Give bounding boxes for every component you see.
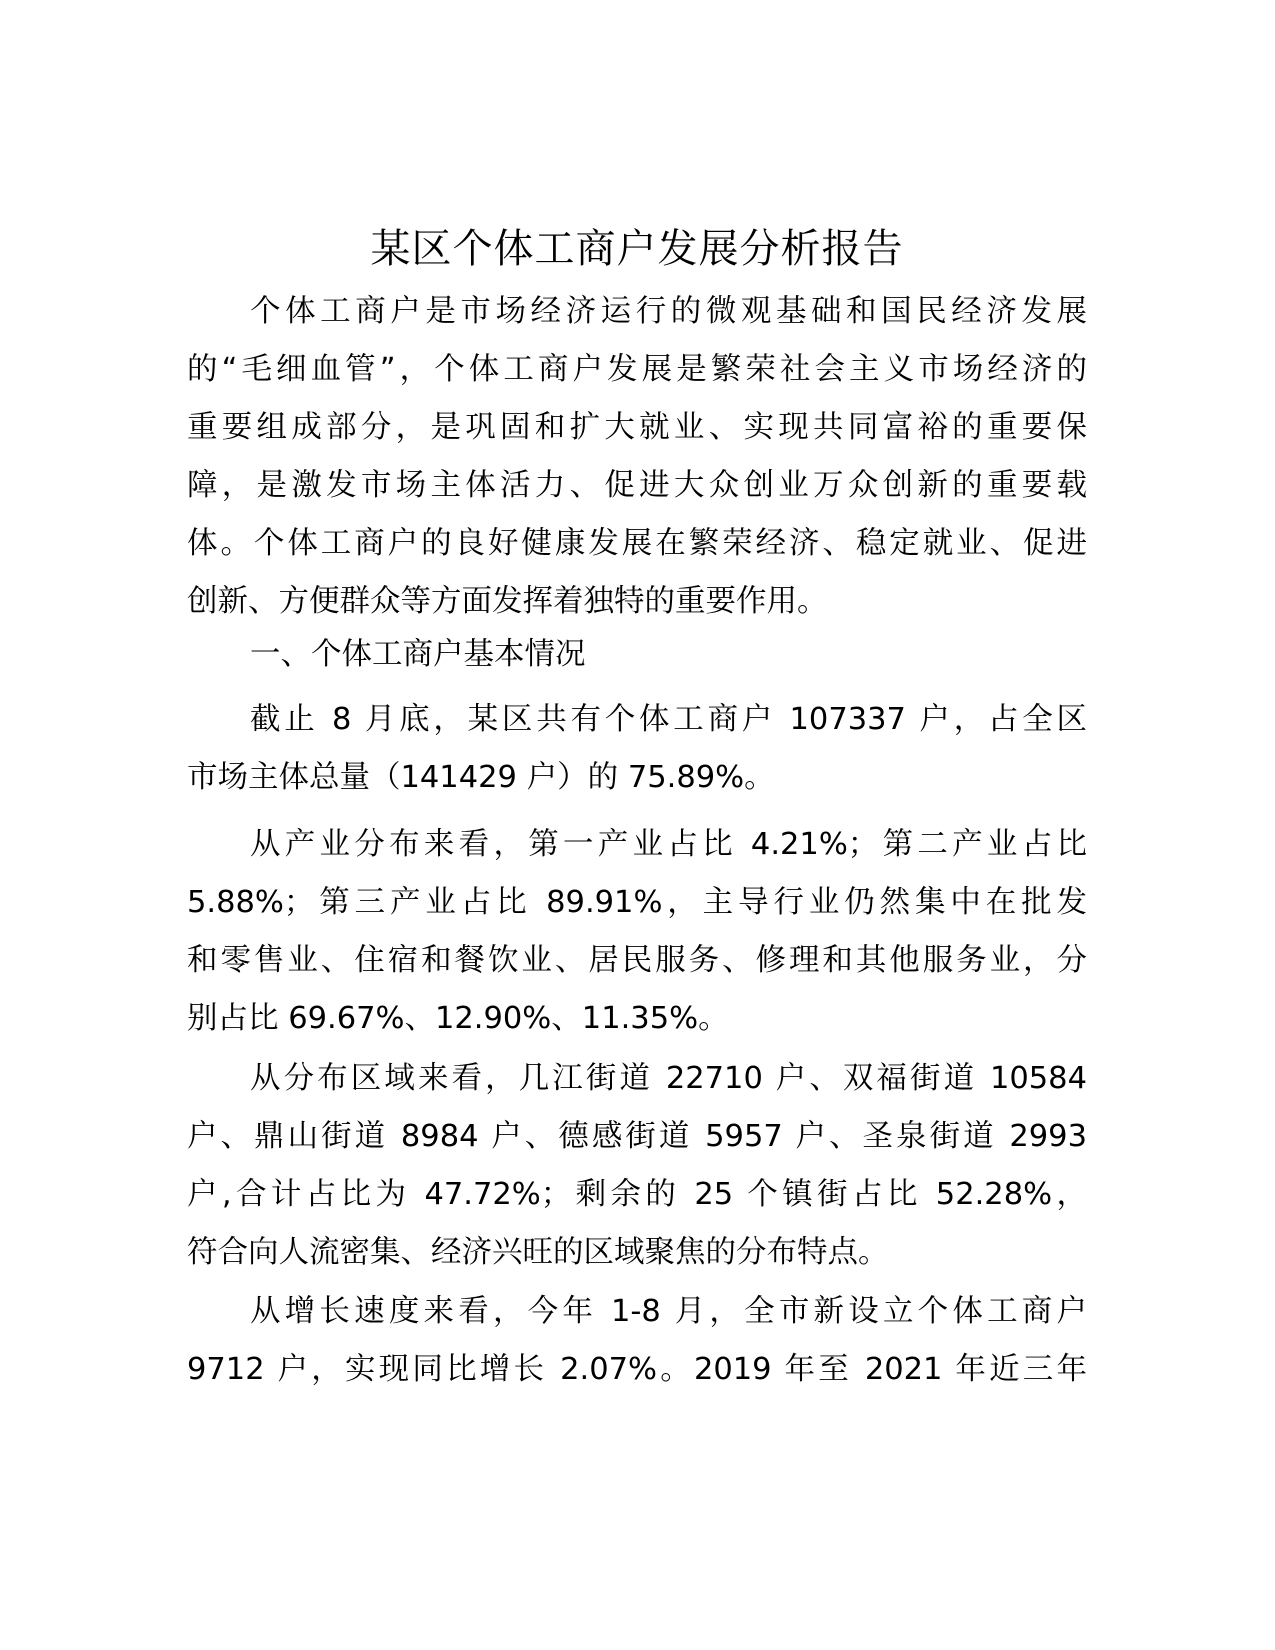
paragraph-growth-rate xyxy=(187,1283,1087,1399)
paragraph-intro xyxy=(187,283,1087,631)
text-line: 的“毛细血管”，个体工商户发展是繁荣社会主义市场经济的 xyxy=(187,352,1087,387)
text-line: 从增长速度来看，今年 1-8 月，全市新设立个体工商户 xyxy=(250,1294,1087,1329)
section-heading-1 xyxy=(187,626,1087,684)
paragraph-basic-stats xyxy=(187,691,1087,807)
document-page xyxy=(187,0,1087,1650)
text-line: 重要组成部分，是巩固和扩大就业、实现共同富裕的重要保 xyxy=(187,410,1087,445)
text-line: 9712 户，实现同比增长 2.07%。2019 年至 2021 年近三年 xyxy=(187,1352,1087,1387)
text-line: 创新、方便群众等方面发挥着独特的重要作用。 xyxy=(187,584,828,619)
text-line: 从分布区域来看，几江街道 22710 户、双福街道 10584 xyxy=(250,1061,1087,1096)
text-line: 别占比 69.67%、12.90%、11.35%。 xyxy=(187,1001,729,1036)
document-title: 某区个体工商户发展分析报告 xyxy=(370,226,904,272)
text-line: 障，是激发市场主体活力、促进大众创业万众创新的重要载 xyxy=(187,468,1087,503)
text-line: 符合向人流密集、经济兴旺的区域聚焦的分布特点。 xyxy=(187,1235,889,1270)
text-line: 和零售业、住宿和餐饮业、居民服务、修理和其他服务业，分 xyxy=(187,943,1087,978)
text-line: 体。个体工商户的良好健康发展在繁荣经济、稳定就业、促进 xyxy=(187,526,1087,561)
text-line: 5.88%；第三产业占比 89.91%，主导行业仍然集中在批发 xyxy=(187,885,1087,920)
text-line: 截止 8 月底，某区共有个体工商户 107337 户，占全区 xyxy=(250,702,1087,737)
paragraph-industry-distribution xyxy=(187,816,1087,1048)
text-line: 从产业分布来看，第一产业占比 4.21%；第二产业占比 xyxy=(250,827,1087,862)
text-line: 个体工商户是市场经济运行的微观基础和国民经济发展 xyxy=(250,294,1087,329)
text-line: 户,合计占比为 47.72%；剩余的 25 个镇街占比 52.28%， xyxy=(187,1177,1087,1212)
paragraph-regional-distribution xyxy=(187,1050,1087,1282)
text-line: 户、鼎山街道 8984 户、德感街道 5957 户、圣泉街道 2993 xyxy=(187,1119,1087,1154)
section-heading-text: 一、个体工商户基本情况 xyxy=(250,637,586,672)
text-line: 市场主体总量（141429 户）的 75.89%。 xyxy=(187,760,775,795)
